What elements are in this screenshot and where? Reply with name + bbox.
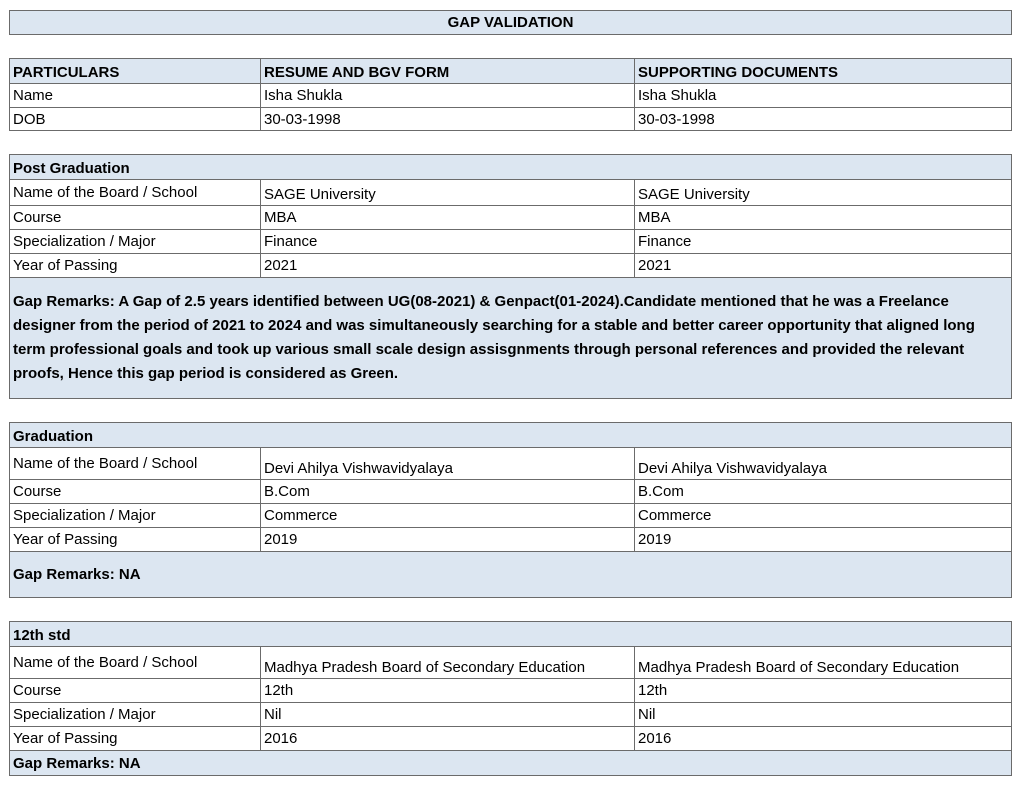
table-row [10, 480, 1011, 504]
twelfth-section [9, 621, 1012, 776]
table-row [10, 84, 1011, 108]
resume-value: 2016 [261, 727, 635, 750]
resume-value: MBA [261, 206, 635, 229]
docs-value: Finance [638, 233, 692, 250]
row-label: Name of the Board / School [10, 647, 261, 678]
header-resume: RESUME AND BGV FORM [261, 59, 635, 83]
resume-value: 2019 [261, 528, 635, 551]
row-label: Course [10, 206, 261, 229]
row-label: Name of the Board / School [10, 448, 261, 479]
resume-value: Commerce [261, 504, 635, 527]
resume-value: Devi Ahilya Vishwavidyalaya [261, 448, 635, 479]
docs-value: Commerce [638, 507, 712, 524]
personal-table [9, 58, 1012, 131]
table-row [10, 180, 1011, 206]
table-row [10, 254, 1011, 278]
section-heading: Post Graduation [10, 155, 1011, 180]
table-row [10, 703, 1011, 727]
gap-remarks: Gap Remarks: NA [10, 552, 1011, 597]
docs-value: Devi Ahilya Vishwavidyalaya [638, 460, 827, 477]
docs-value: MBA [638, 209, 671, 226]
header-row [10, 59, 1011, 84]
resume-value: Madhya Pradesh Board of Secondary Education [261, 647, 635, 678]
row-label: Year of Passing [10, 727, 261, 750]
table-row [10, 504, 1011, 528]
row-label: Course [10, 480, 261, 503]
table-row [10, 528, 1011, 552]
graduation-section [9, 422, 1012, 598]
header-particulars: PARTICULARS [10, 59, 261, 83]
resume-value: SAGE University [261, 180, 635, 205]
resume-value: 2021 [261, 254, 635, 277]
table-row [10, 108, 1011, 131]
docs-value: 2021 [638, 257, 672, 274]
resume-value: Finance [261, 230, 635, 253]
docs-value: B.Com [638, 483, 684, 500]
resume-value: Isha Shukla [261, 84, 635, 107]
header-docs: SUPPORTING DOCUMENTS [638, 64, 839, 81]
gap-remarks: Gap Remarks: A Gap of 2.5 years identified between UG(08-2021) & Genpact(01-2024).Candidate mentioned that he was a Freelance designer from the period of 2021 to 2024 and was simultaneously searching for a stable and better career opportunity that aligned long term professional goals and took up various small scale design assisgnments through personal references and provided the relevant proofs, Hence this gap period is considered as Green. [10, 278, 1011, 398]
row-label: Course [10, 679, 261, 702]
section-heading: 12th std [10, 622, 1011, 647]
row-label: Year of Passing [10, 528, 261, 551]
docs-value: 2016 [638, 730, 672, 747]
post-graduation-section [9, 154, 1012, 399]
docs-value: 2019 [638, 531, 672, 548]
table-row [10, 230, 1011, 254]
row-label: Specialization / Major [10, 230, 261, 253]
docs-value: 12th [638, 682, 668, 699]
row-label: Specialization / Major [10, 504, 261, 527]
section-heading: Graduation [10, 423, 1011, 448]
resume-value: 30-03-1998 [261, 108, 635, 131]
docs-value: 30-03-1998 [638, 111, 715, 128]
table-row [10, 206, 1011, 230]
row-label: Name [10, 84, 261, 107]
docs-value: Isha Shukla [638, 87, 717, 104]
docs-value: Nil [638, 706, 656, 723]
docs-value: SAGE University [638, 186, 750, 203]
gap-remarks: Gap Remarks: NA [10, 751, 1011, 775]
resume-value: B.Com [261, 480, 635, 503]
row-label: Year of Passing [10, 254, 261, 277]
table-row [10, 448, 1011, 480]
table-row [10, 727, 1011, 751]
page-title: GAP VALIDATION [9, 10, 1012, 35]
resume-value: Nil [261, 703, 635, 726]
row-label: DOB [10, 108, 261, 131]
table-row [10, 679, 1011, 703]
row-label: Name of the Board / School [10, 180, 261, 205]
docs-value: Madhya Pradesh Board of Secondary Education [638, 659, 960, 676]
table-row [10, 647, 1011, 679]
row-label: Specialization / Major [10, 703, 261, 726]
resume-value: 12th [261, 679, 635, 702]
